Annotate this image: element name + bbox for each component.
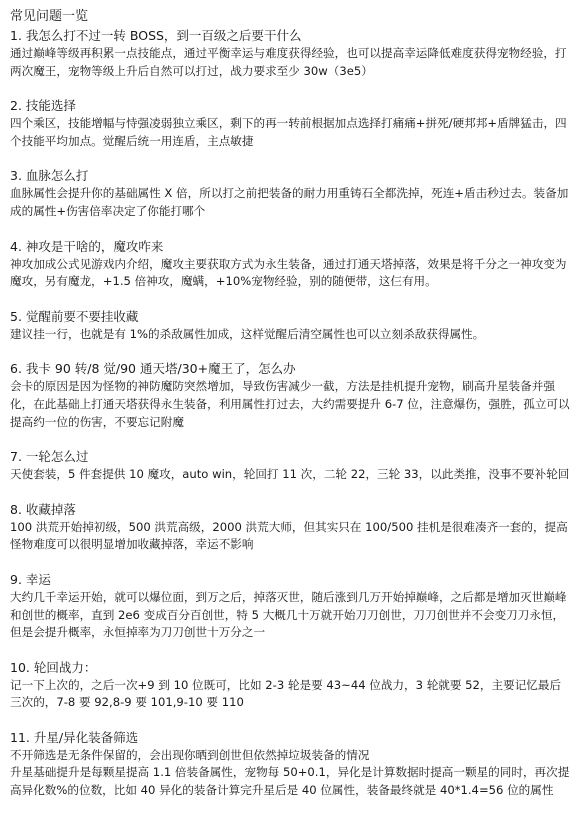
section-paragraph: 通过巅峰等级再积累一点技能点，通过平衡幸运与难度获得经验，也可以提高幸运降低难度获得宠物经验，打两次魔王，宠物等级上升后自然可以打过，战力要求至少 30w（3e5） <box>10 46 567 78</box>
faq-section-8 <box>10 501 572 554</box>
faq-section-3 <box>10 167 572 220</box>
faq-section-6 <box>10 360 572 431</box>
faq-section-1 <box>10 27 572 80</box>
faq-section-4 <box>10 238 572 291</box>
section-heading: 8. 收藏掉落 <box>10 501 76 517</box>
section-paragraph: 天使套装，5 件套提供 10 魔攻，auto win，轮回打 11 次，二轮 22，三轮 33，以此类推，没事不要补轮回 <box>10 467 570 482</box>
section-paragraph: 100 洪荒开始掉初级，500 洪荒高级，2000 洪荒大师，但其实只在 100/500 挂机是很难凑齐一套的，提高怪物难度可以很明显增加收藏掉落，幸运不影响 <box>10 519 568 552</box>
section-heading: 6. 我卡 90 转/8 觉/90 通天塔/30+魔王了，怎么办 <box>10 361 296 377</box>
faq-section-11 <box>10 729 572 800</box>
faq-section-10 <box>10 659 572 712</box>
section-paragraph: 建议挂一行，也就是有 1%的杀敌属性加成，这样觉醒后清空属性也可以立刻杀敌获得属性。 <box>10 326 485 341</box>
document-title: 常见问题一览 <box>10 9 89 24</box>
section-paragraph: 大约几千幸运开始，就可以爆位面，到万之后，掉落灭世，随后涨到几万开始掉巅峰，之后都是增加灭世巅峰和创世的概率，直到 2e6 变成百分百创世，特 5 大概几十万就开始刀刀创世，刀刀创世并不会变刀刀永恒，但是会提升概率，永恒掉率为刀刀创世十万分之一 <box>10 589 567 640</box>
document <box>10 8 572 817</box>
section-paragraph: 神攻加成公式见游戏内介绍，魔攻主要获取方式为永生装备，通过打通天塔掉落，效果是将千分之一神攻变为魔攻，另有魔龙，+1.5 倍神攻，魔螨，+10%宠物经验，别的随便带，这仨有用。 <box>10 256 567 289</box>
section-heading: 9. 幸运 <box>10 571 51 587</box>
section-heading: 5. 觉醒前要不要挂收藏 <box>10 308 139 324</box>
section-heading: 1. 我怎么打不过一转 BOSS，到一百级之后要干什么 <box>10 28 302 43</box>
section-heading: 7. 一轮怎么过 <box>10 449 89 465</box>
section-paragraph: 不开筛选是无条件保留的，会出现你晒到创世但依然掉垃圾装备的情况 <box>10 747 370 762</box>
section-heading: 4. 神攻是干啥的，魔攻咋来 <box>10 238 164 254</box>
section-heading: 11. 升星/异化装备筛选 <box>10 729 139 745</box>
faq-section-5 <box>10 308 572 344</box>
section-heading: 2. 技能选择 <box>10 98 76 114</box>
section-heading: 3. 血脉怎么打 <box>10 168 89 184</box>
section-paragraph: 记一下上次的，之后一次+9 到 10 位既可，比如 2-3 轮是要 43~44 位战力，3 轮就要 52，主要记忆最后三次的，7-8 要 92,8-9 要 101,9-10 要 110 <box>10 677 562 710</box>
faq-section-2 <box>10 97 572 150</box>
section-paragraph: 升星基础提升是每颗星提高 1.1 倍装备属性，宠物每 50+0.1，异化是计算数据时提高一颗星的同时，再次提高异化数%的位数，比如 40 异化的装备计算完升星后是 40 位属性，装备最终就是 40*1.4=56 位的属性 <box>10 765 570 798</box>
section-paragraph: 血脉属性会提升你的基础属性 X 倍，所以打之前把装备的耐力用重铸石全都洗掉，死连+盾击秒过去。装备加成的属性+伤害倍率决定了你能打哪个 <box>10 186 569 218</box>
section-heading: 10. 轮回战力： <box>10 659 97 675</box>
faq-section-7 <box>10 448 572 484</box>
section-paragraph: 四个乘区，技能增幅与恃强凌弱独立乘区，剩下的再一转前根据加点选择打痛痛+拼死/硬邦邦+盾牌猛击，四个技能平均加点。觉醒后统一用连盾，主点敏捷 <box>10 116 567 148</box>
faq-section-9 <box>10 571 572 642</box>
section-paragraph: 会卡的原因是因为怪物的神防魔防突然增加，导致伤害减少一截，方法是挂机提升宠物，刷高升星装备并强化，在此基础上打通天塔获得永生装备，利用属性打过去，大约需要提升 6-7 位，注意爆伤，强胜，孤立可以提高约一位的伤害，不要忘记附魔 <box>10 379 570 429</box>
